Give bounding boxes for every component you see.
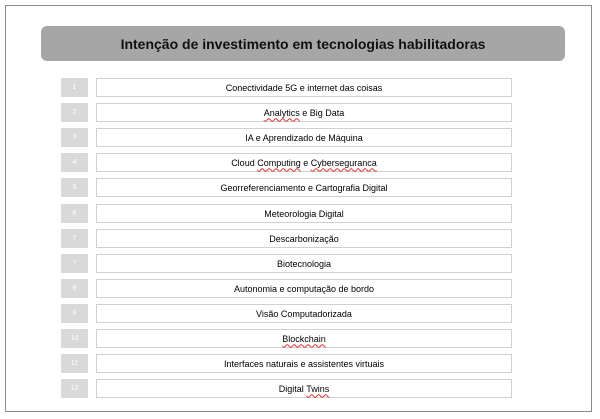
item-label: Blockchain (96, 329, 512, 348)
item-number: 6 (61, 204, 88, 223)
list-item (6, 128, 591, 148)
item-number: 4 (61, 153, 88, 172)
item-label: Digital Twins (96, 379, 512, 398)
item-label: Analytics e Big Data (96, 103, 512, 122)
item-number: 11 (61, 354, 88, 373)
item-label: Interfaces naturais e assistentes virtuais (96, 354, 512, 373)
item-label: Georreferenciamento e Cartografia Digital (96, 178, 512, 197)
item-number: 12 (61, 379, 88, 398)
item-number: 1 (61, 78, 88, 97)
item-label: Biotecnologia (96, 254, 512, 273)
list-item (6, 279, 591, 299)
list-item (6, 379, 591, 399)
list-item (6, 204, 591, 224)
slide (5, 5, 592, 412)
item-label: Conectividade 5G e internet das coisas (96, 78, 512, 97)
list-item (6, 178, 591, 198)
title-bar (41, 26, 565, 61)
page-title: Intenção de investimento em tecnologias habilitadoras (120, 35, 486, 52)
list-item (6, 229, 591, 249)
item-label: IA e Aprendizado de Máquina (96, 128, 512, 147)
item-number: 5 (61, 178, 88, 197)
list-item (6, 329, 591, 349)
list-item (6, 153, 591, 173)
item-number: 3 (61, 128, 88, 147)
list-item (6, 354, 591, 374)
item-number: 2 (61, 103, 88, 122)
list-item (6, 78, 591, 98)
item-number: 10 (61, 329, 88, 348)
item-label: Cloud Computing e Cyberseguranca (96, 153, 512, 172)
item-number: 8 (61, 279, 88, 298)
item-label: Autonomia e computação de bordo (96, 279, 512, 298)
item-number: 9 (61, 304, 88, 323)
list-item (6, 254, 591, 274)
item-label: Meteorologia Digital (96, 204, 512, 223)
item-label: Descarbonização (96, 229, 512, 248)
item-number: 7 (61, 254, 88, 273)
list-item (6, 103, 591, 123)
item-number: 7 (61, 229, 88, 248)
item-label: Visão Computadorizada (96, 304, 512, 323)
list-item (6, 304, 591, 324)
